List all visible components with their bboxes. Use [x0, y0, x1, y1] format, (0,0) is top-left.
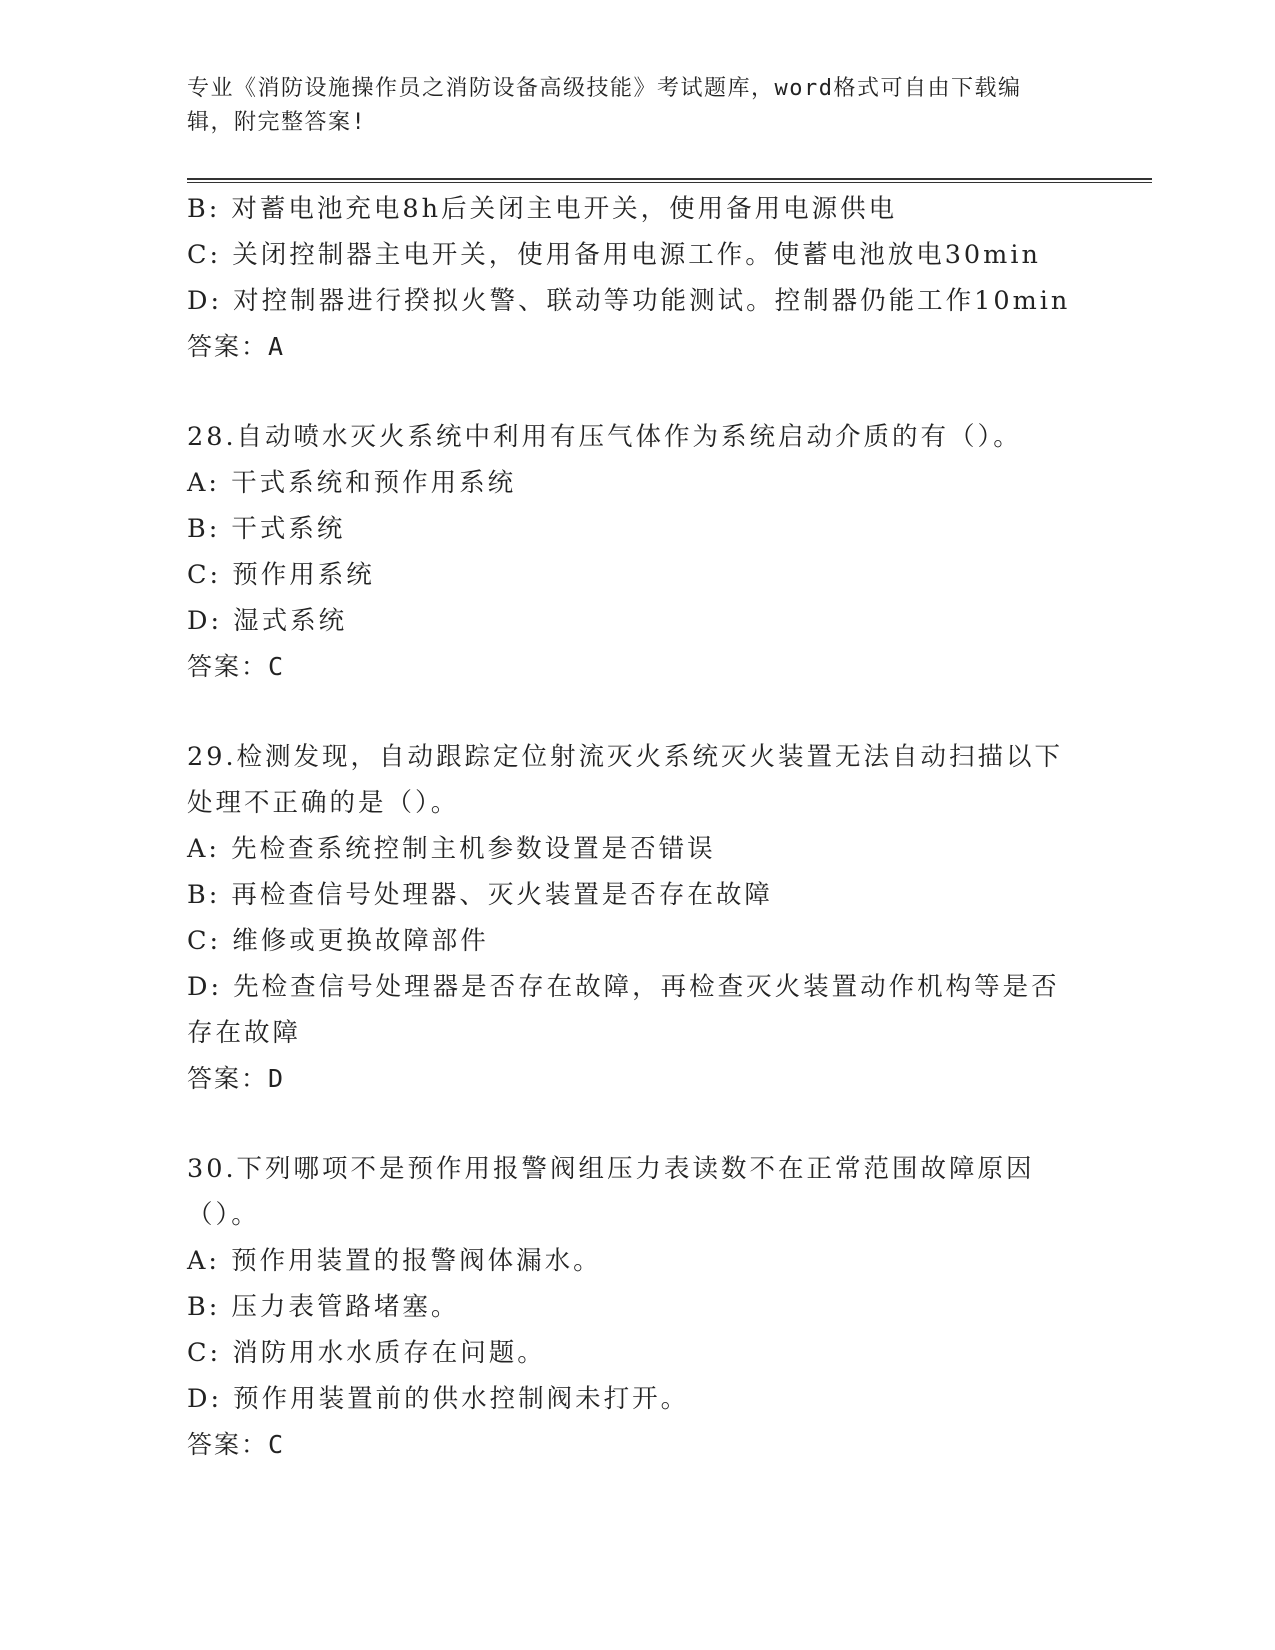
option-a: A: 预作用装置的报警阀体漏水。: [187, 1246, 602, 1276]
question-stem: 29.检测发现，自动跟踪定位射流灭火系统灭火装置无法自动扫描以下处理不正确的是（）。: [187, 742, 1064, 818]
spacer: [187, 690, 1077, 734]
option-d: D: 湿式系统: [187, 606, 348, 636]
option-c: C: 维修或更换故障部件: [187, 926, 489, 956]
option-c: C: 消防用水水质存在问题。: [187, 1338, 546, 1368]
spacer: [187, 370, 1077, 414]
option-c: C: 关闭控制器主电开关，使用备用电源工作。使蓄电池放电30min: [187, 240, 1041, 270]
header-rule-thick: [187, 178, 1152, 180]
option-c: C: 预作用系统: [187, 560, 375, 590]
option-b: B: 对蓄电池充电8h后关闭主电开关，使用备用电源供电: [187, 194, 898, 224]
header-rule-thin: [187, 182, 1152, 183]
option-a: A: 先检查系统控制主机参数设置是否错误: [187, 834, 716, 864]
option-b: B: 再检查信号处理器、灭火装置是否存在故障: [187, 880, 773, 910]
question-30: [187, 1146, 1077, 1468]
option-d: D: 对控制器进行揆拟火警、联动等功能测试。控制器仍能工作10min: [187, 286, 1071, 316]
option-d: D: 预作用装置前的供水控制阀未打开。: [187, 1384, 690, 1414]
question-stem: 30.下列哪项不是预作用报警阀组压力表读数不在正常范围故障原因（）。: [187, 1154, 1035, 1230]
answer-line: 答案：C: [187, 652, 286, 681]
answer-line: 答案：D: [187, 1064, 286, 1093]
question-28: [187, 414, 1077, 690]
answer-line: 答案：C: [187, 1430, 286, 1459]
option-a: A: 干式系统和预作用系统: [187, 468, 517, 498]
option-d: D: 先检查信号处理器是否存在故障，再检查灭火装置动作机构等是否存在故障: [187, 972, 1060, 1048]
question-29: [187, 734, 1077, 1102]
question-27: [187, 186, 1077, 370]
question-list: [187, 186, 1077, 1468]
answer-line: 答案：A: [187, 332, 286, 361]
question-stem: 28.自动喷水灭火系统中利用有压气体作为系统启动介质的有（）。: [187, 422, 1022, 452]
option-b: B: 压力表管路堵塞。: [187, 1292, 460, 1322]
document-header-intro: 专业《消防设施操作员之消防设备高级技能》考试题库，word格式可自由下载编辑，附完整答案!: [187, 76, 1022, 135]
option-b: B: 干式系统: [187, 514, 346, 544]
spacer: [187, 1102, 1077, 1146]
